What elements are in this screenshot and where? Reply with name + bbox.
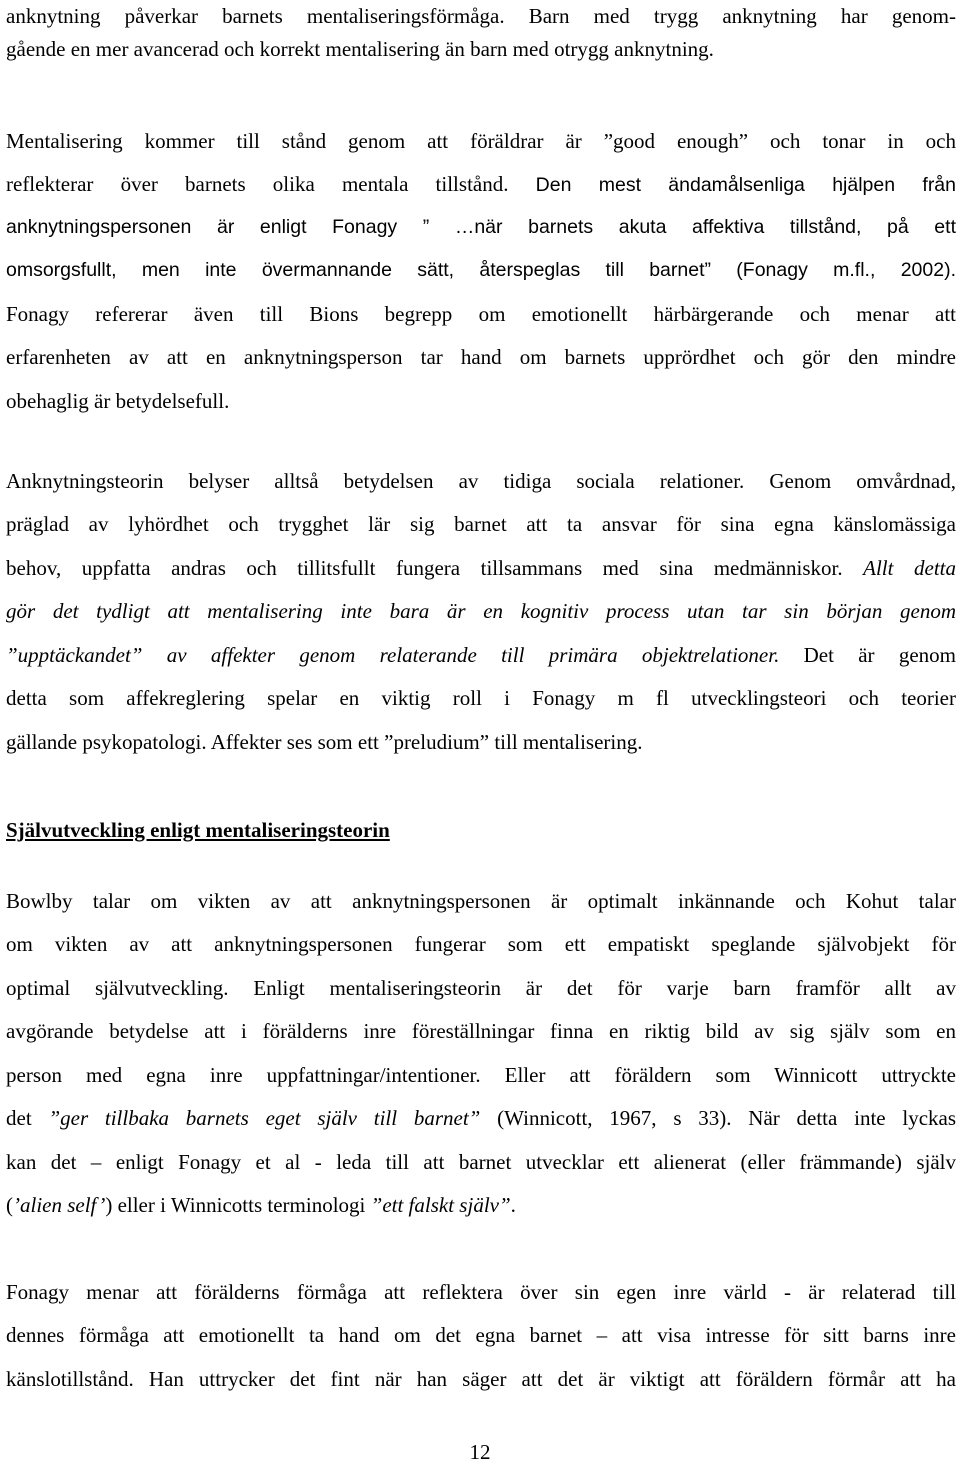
paragraph-3-line-5b: Det är genom — [803, 643, 957, 667]
paragraph-2-line-3: anknytningspersonen är enligt Fonagy ” …när barnets akuta affektiva tillstånd, på ett — [6, 216, 956, 238]
paragraph-4-line-6b: ”ger tillbaka barnets eget själv till barnet” — [48, 1106, 481, 1130]
paragraph-4-line-8c: ) eller i Winnicotts terminologi — [105, 1193, 366, 1217]
section-heading-text: Självutveckling enligt mentaliseringsteorin — [6, 818, 390, 842]
paragraph-3-line-6: detta som affekreglering spelar en viktig roll i Fonagy m fl utvecklingsteori och teorier — [6, 686, 956, 710]
paragraph-4-line-2: om vikten av att anknytningspersonen fungerar som ett empatiskt speglande självobjekt för — [6, 932, 956, 956]
paragraph-3-line-4 — [6, 596, 956, 626]
paragraph-4-line-6 — [6, 1103, 956, 1133]
paragraph-4-line-8e: . — [510, 1193, 516, 1217]
paragraph-5-line-2: dennes förmåga att emotionellt ta hand om det egna barnet – att visa intresse för sitt barns inre — [6, 1323, 956, 1347]
paragraph-4-line-7: kan det – enligt Fonagy et al - leda till att barnet utvecklar ett alienerat (eller främmande) själv — [6, 1150, 956, 1174]
paragraph-2-line-6: erfarenheten av att en anknytningsperson tar hand om barnets upprördhet och gör den mindre — [6, 345, 956, 369]
paragraph-5-line-1: Fonagy menar att förälderns förmåga att reflektera över sin egen inre värld - är relaterad till — [6, 1280, 956, 1304]
paragraph-4-line-5: person med egna inre uppfattningar/intentioner. Eller att föräldern som Winnicott uttryckte — [6, 1063, 956, 1087]
paragraph-3-line-1 — [6, 466, 956, 496]
paragraph-2-line-2 — [6, 169, 956, 199]
section-heading — [6, 815, 956, 845]
paragraph-1-line-1: anknytning påverkar barnets mentaliseringsförmåga. Barn med trygg anknytning har genom- — [6, 4, 956, 28]
paragraph-2-line-1: Mentalisering kommer till stånd genom att föräldrar är ”good enough” och tonar in och — [6, 129, 956, 153]
paragraph-4-line-1: Bowlby talar om vikten av att anknytningspersonen är optimalt inkännande och Kohut talar — [6, 889, 956, 913]
page-number: 12 — [469, 1440, 491, 1464]
paragraph-2-line-5: Fonagy refererar även till Bions begrepp om emotionellt härbärgerande och menar att — [6, 302, 956, 326]
paragraph-3-line-7: gällande psykopatologi. Affekter ses som ett ”preludium” till mentalisering. — [6, 730, 643, 754]
paragraph-4-line-3: optimal självutveckling. Enligt mentaliseringsteorin är det för varje barn framför allt av — [6, 976, 956, 1000]
paragraph-4-line-4: avgörande betydelse att i förälderns inre föreställningar finna en riktig bild av sig själv som en — [6, 1019, 956, 1043]
paragraph-3-line-4-text: gör det tydligt att mentalisering inte bara är en kognitiv process utan tar sin början genom — [6, 599, 956, 623]
paragraph-4-line-8a: ( — [6, 1193, 13, 1217]
paragraph-3-line-3 — [6, 553, 956, 583]
paragraph-3-line-3a: behov, uppfatta andras och tillitsfullt fungera tillsammans med sina medmänniskor. — [6, 556, 843, 580]
paragraph-4-line-8d: ”ett falskt själv” — [370, 1193, 511, 1217]
paragraph-3-line-5 — [6, 640, 956, 670]
paragraph-2-line-2b: Den mest ändamålsenliga hjälpen från — [535, 174, 957, 196]
paragraph-3-line-2: präglad av lyhördhet och trygghet lär sig barnet att ta ansvar för sina egna känslomässiga — [6, 512, 956, 536]
paragraph-2-line-7: obehaglig är betydelsefull. — [6, 389, 230, 413]
paragraph-4-line-6a: det — [6, 1106, 32, 1130]
paragraph-4-line-6c: (Winnicott, 1967, s 33). När detta inte lyckas — [497, 1106, 957, 1130]
paragraph-2-line-4: omsorgsfullt, men inte övermannande sätt, återspeglas till barnet” (Fonagy m.fl., 2002). — [6, 259, 956, 281]
paragraph-5-line-3: känslotillstånd. Han uttrycker det fint när han säger att det är viktigt att föräldern förmår att ha — [6, 1367, 956, 1391]
paragraph-4-line-8 — [6, 1190, 956, 1220]
paragraph-3-line-3b: Allt detta — [863, 556, 956, 580]
paragraph-4-line-8b: ’alien self’ — [13, 1193, 106, 1217]
paragraph-3-line-1b: Genom omvårdnad, — [769, 469, 956, 493]
paragraph-3-line-5a: ”upptäckandet” av affekter genom relaterande till primära objektrelationer. — [6, 643, 780, 667]
paragraph-3-line-1a: Anknytningsteorin belyser alltså betydelsen av tidiga sociala relationer. — [6, 469, 745, 493]
paragraph-1-line-2: gående en mer avancerad och korrekt mentalisering än barn med otrygg anknytning. — [6, 37, 714, 61]
paragraph-2-line-2a: reflekterar över barnets olika mentala tillstånd. — [6, 172, 509, 196]
